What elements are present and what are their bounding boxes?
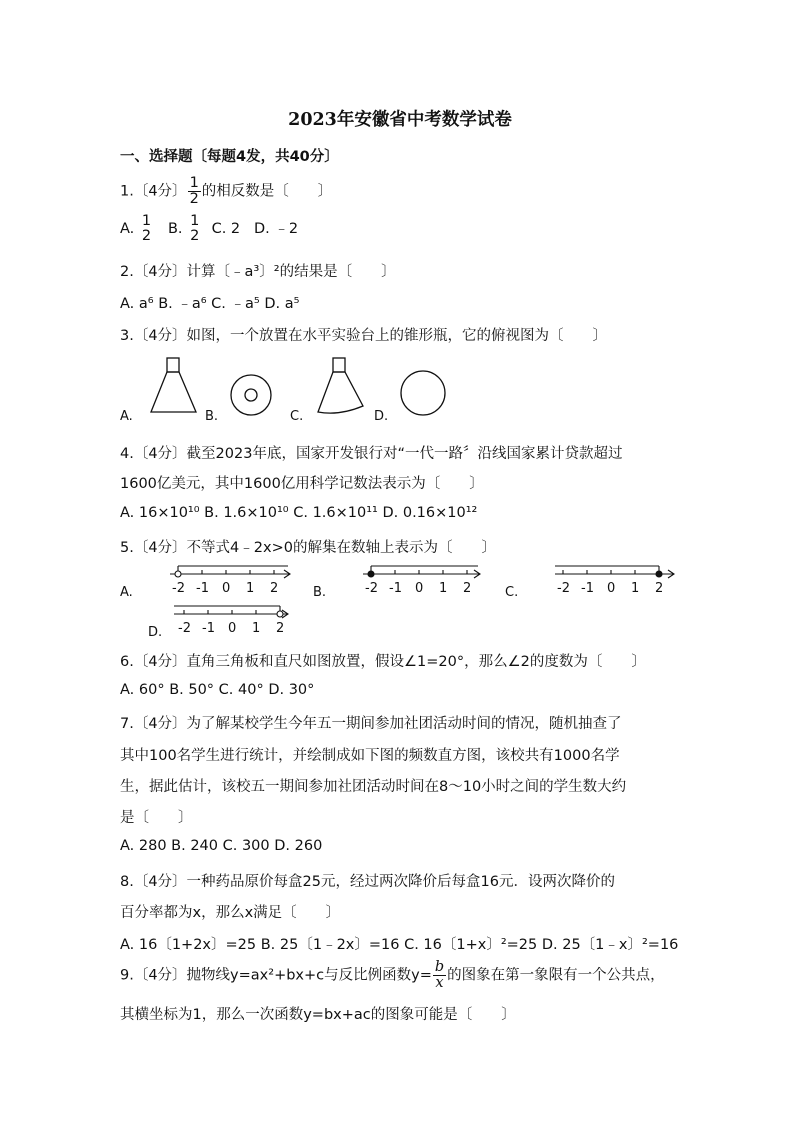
svg-text:2: 2: [270, 581, 279, 596]
question-1: 1.〔4分〕 $\frac{1}{2}$ 的相反数是〔 〕: [120, 175, 333, 207]
svg-text:-2: -2: [172, 581, 185, 596]
question-8-options: A. 16〔1+2x〕=25 B. 25〔1﹣2x〕=16 C. 16〔1+x〕²=25 D. 25〔1﹣x〕²=16: [120, 937, 679, 953]
option-label: A.: [120, 585, 133, 600]
svg-text:-1: -1: [581, 581, 594, 596]
svg-text:1: 1: [246, 581, 255, 596]
question-6-options: A. 60° B. 50° C. 40° D. 30°: [120, 682, 315, 698]
ticks-c: [557, 581, 663, 596]
section-heading: 一、选择题〔每题4发，共40分〕: [120, 149, 339, 165]
question-7-options: A. 280 B. 240 C. 300 D. 260: [120, 838, 323, 854]
question-8-line-2: 百分率都为x，那么x满足〔 〕: [120, 905, 341, 921]
option-label: B.: [313, 585, 327, 600]
question-2-options: A. a⁶ B. ﹣a⁶ C. ﹣a⁵ D. a⁵: [120, 296, 300, 312]
question-9-line-2: 其横坐标为1，那么一次函数y=bx+ac的图象可能是〔 〕: [120, 1007, 516, 1023]
question-2: 2.〔4分〕计算〔﹣a³〕²的结果是〔 〕: [120, 264, 396, 280]
ticks-a: [172, 581, 278, 596]
number-line-c: [555, 566, 674, 578]
svg-text:0: 0: [228, 621, 237, 636]
ticks-b: [365, 581, 471, 596]
fraction: 1 2: [190, 213, 200, 244]
svg-text:2: 2: [463, 581, 472, 596]
question-3: 3.〔4分〕如图，一个放置在水平实验台上的锥形瓶，它的俯视图为〔 〕: [120, 328, 608, 344]
svg-text:1: 1: [252, 621, 261, 636]
svg-text:2: 2: [276, 621, 285, 636]
flask-side-view: [318, 358, 363, 413]
svg-text:-2: -2: [178, 621, 191, 636]
option-label: B.: [205, 409, 219, 424]
svg-text:0: 0: [607, 581, 616, 596]
fraction: $\frac{1}{2}$: [189, 175, 199, 207]
fraction: $\frac{b}{x}$: [434, 959, 445, 991]
flask-front-view: [151, 358, 196, 412]
question-7-line-1: 7.〔4分〕为了解某校学生今年五一期间参加社团活动时间的情况，随机抽查了: [120, 716, 622, 732]
flask-top-view-circle: [401, 371, 445, 415]
question-5: 5.〔4分〕不等式4﹣2x>0的解集在数轴上表示为〔 〕: [120, 540, 496, 556]
question-1-options: A. 1 2 B. 1 2 C. 2 D. ﹣2: [120, 213, 299, 244]
svg-text:-2: -2: [557, 581, 570, 596]
svg-text:0: 0: [222, 581, 231, 596]
option-label: D.: [374, 409, 389, 424]
question-8-line-1: 8.〔4分〕一种药品原价每盒25元，经过两次降价后每盒16元．设两次降价的: [120, 874, 615, 890]
svg-text:-1: -1: [196, 581, 209, 596]
question-7-line-2: 其中100名学生进行统计，并绘制成如下图的频数直方图，该校共有1000名学: [120, 748, 620, 764]
svg-text:1: 1: [439, 581, 448, 596]
svg-text:-2: -2: [365, 581, 378, 596]
option-label: A.: [120, 409, 133, 424]
flask-top-view-ring: [231, 375, 271, 415]
fraction: 1 2: [141, 213, 152, 244]
question-9-line-1: 9.〔4分〕抛物线y=ax²+bx+c与反比例函数y= $\frac{b}{x}$ 的图象在第一象限有一个公共点，: [120, 959, 665, 991]
question-7-line-3: 生，据此估计，该校五一期间参加社团活动时间在8～10小时之间的学生数大约: [120, 779, 627, 795]
option-label: D.: [148, 625, 163, 640]
svg-text:-1: -1: [389, 581, 402, 596]
question-7-line-4: 是〔 〕: [120, 810, 193, 826]
page-title: 2023年安徽省中考数学试卷: [288, 110, 512, 130]
svg-text:2: 2: [655, 581, 664, 596]
question-5-number-lines: [118, 558, 698, 640]
number-line-a: [170, 566, 290, 578]
number-line-d: [174, 606, 288, 618]
question-4-options: A. 16×10¹⁰ B. 1.6×10¹⁰ C. 1.6×10¹¹ D. 0.16×10¹²: [120, 505, 478, 521]
question-4-line-2: 1600亿美元，其中1600亿用科学记数法表示为〔 〕: [120, 476, 484, 492]
ticks-d: [178, 621, 284, 636]
svg-text:0: 0: [415, 581, 424, 596]
svg-text:1: 1: [631, 581, 640, 596]
question-3-figures: [120, 350, 460, 430]
svg-text:-1: -1: [202, 621, 215, 636]
option-label: C.: [290, 409, 304, 424]
question-6: 6.〔4分〕直角三角板和直尺如图放置，假设∠1=20°，那么∠2的度数为〔 〕: [120, 654, 646, 670]
number-line-b: [363, 566, 480, 578]
option-label: C.: [505, 585, 519, 600]
question-4-line-1: 4.〔4分〕截至2023年底，国家开发银行对“一代一路〞沿线国家累计贷款超过: [120, 446, 623, 462]
